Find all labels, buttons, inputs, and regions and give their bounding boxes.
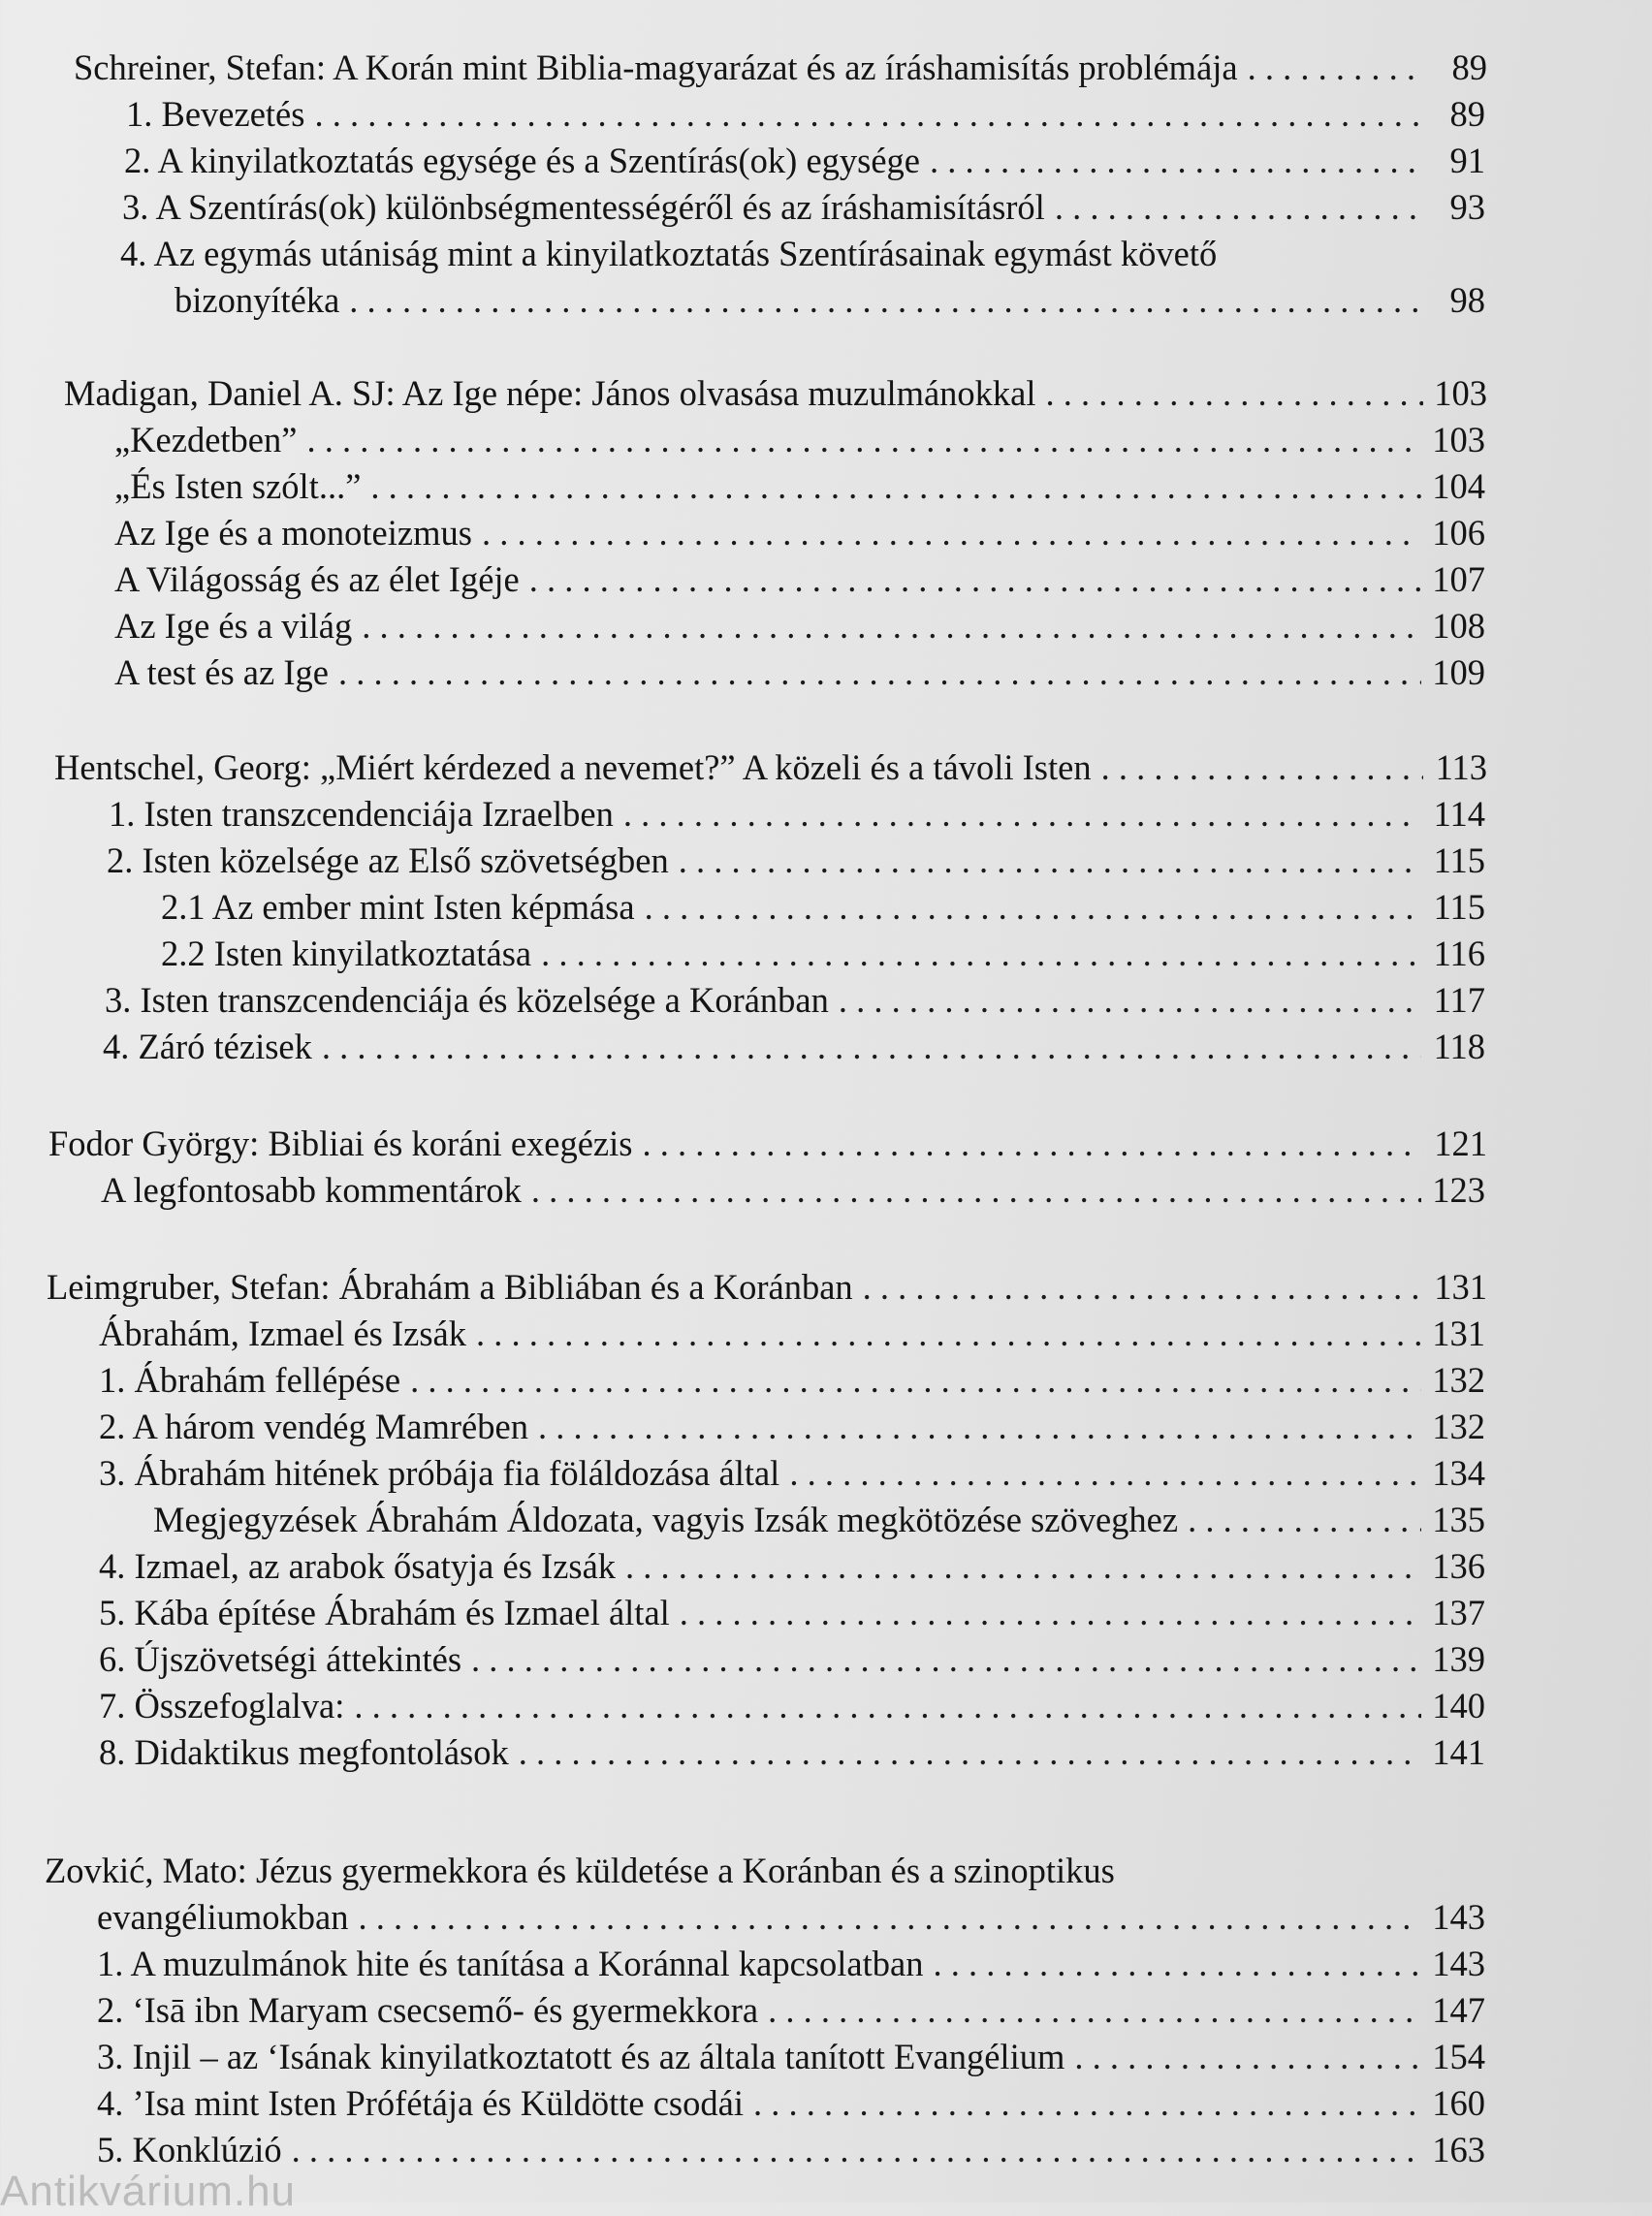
toc-subentry: 1. Ábrahám fellépése . . . 132 bbox=[99, 1357, 1485, 1404]
toc-subentry: A Világosság és az élet Igéje . . . 107 bbox=[114, 556, 1485, 603]
toc-subentry: 4. Záró tézisek . . . 118 bbox=[103, 1024, 1485, 1070]
toc-subentry: 1. Bevezetés . . . 89 bbox=[126, 91, 1485, 138]
toc-subentry: A legfontosabb kommentárok . . . 123 bbox=[101, 1167, 1485, 1214]
toc-subentry: 8. Didaktikus megfontolások . . . 141 bbox=[99, 1729, 1485, 1776]
toc-subentry: Ábrahám, Izmael és Izsák . . . 131 bbox=[99, 1311, 1485, 1357]
toc-subentry: A test és az Ige . . . 109 bbox=[114, 649, 1485, 696]
entry-title: Schreiner, Stefan: A Korán mint Biblia-magyarázat és az íráshamisítás problémája bbox=[74, 47, 1238, 87]
toc-subentry: 2. ‘Isā ibn Maryam csecsemő- és gyermekkora . . . 147 bbox=[97, 1987, 1485, 2034]
toc-subentry: 1. Isten transzcendenciája Izraelben . . . 114 bbox=[109, 791, 1485, 838]
toc-subentry: 4. ’Isa mint Isten Prófétája és Küldötte csodái . . . 160 bbox=[97, 2080, 1485, 2127]
toc-subentry: 2.2 Isten kinyilatkoztatása . . . 116 bbox=[161, 931, 1485, 977]
toc-entry-schreiner bbox=[74, 45, 1487, 91]
toc-subentry: 5. Kába építése Ábrahám és Izmael által . . . 137 bbox=[99, 1590, 1485, 1636]
toc-subentry: 2. A három vendég Mamrében . . . 132 bbox=[99, 1404, 1485, 1450]
toc-subentry: 2.1 Az ember mint Isten képmása . . . 115 bbox=[161, 884, 1485, 931]
entry-page: 89 bbox=[1451, 47, 1487, 87]
toc-subentry: 7. Összefoglalva: . . . 140 bbox=[99, 1683, 1485, 1729]
toc-entry-fodor: Fodor György: Bibliai és koráni exegézis . . . 121 bbox=[48, 1121, 1487, 1167]
toc-subentry: Megjegyzések Ábrahám Áldozata, vagyis Izsák megkötözése szöveghez . . . 135 bbox=[153, 1497, 1485, 1543]
toc-entry-zovkic-first-line: Zovkić, Mato: Jézus gyermekkora és küldetése a Koránban és a szinoptikus bbox=[45, 1851, 1115, 1890]
toc-subentry: 3. Injil – az ‘Isának kinyilatkoztatott és az általa tanított Evangélium . . . 154 bbox=[97, 2034, 1485, 2080]
toc-subentry: 6. Újszövetségi áttekintés . . . 139 bbox=[99, 1636, 1485, 1683]
toc-subentry: „Kezdetben” . . . 103 bbox=[114, 417, 1485, 463]
toc-entry-hentschel: Hentschel, Georg: „Miért kérdezed a nevemet?” A közeli és a távoli Isten . . . 113 bbox=[54, 744, 1487, 791]
toc-entry-madigan: Madigan, Daniel A. SJ: Az Ige népe: János olvasása muzulmánokkal . . . 103 bbox=[64, 370, 1487, 417]
toc-subentry: 3. Ábrahám hitének próbája fia föláldozása által . . . 134 bbox=[99, 1450, 1485, 1497]
toc-entry-leimgruber: Leimgruber, Stefan: Ábrahám a Bibliában és a Koránban . . . 131 bbox=[47, 1264, 1487, 1311]
toc-subentry: 4. Izmael, az arabok ősatyja és Izsák . . . 136 bbox=[99, 1543, 1485, 1590]
toc-subentry: „És Isten szólt...” . . . 104 bbox=[114, 463, 1485, 510]
toc-subentry: 3. Isten transzcendenciája és közelsége a Koránban . . . 117 bbox=[105, 977, 1485, 1024]
toc-subentry: Az Ige és a monoteizmus . . . 106 bbox=[114, 510, 1485, 556]
toc-entry-zovkic: evangéliumokban . . . 143 bbox=[97, 1894, 1485, 1941]
toc-subentry: 2. Isten közelsége az Első szövetségben . . . 115 bbox=[107, 838, 1485, 884]
toc-subentry-continuation: bizonyítéka . . . 98 bbox=[175, 277, 1485, 324]
toc-subentry: 2. A kinyilatkoztatás egysége és a Szentírás(ok) egysége . . . 91 bbox=[124, 138, 1485, 184]
toc-subentry: Az Ige és a világ . . . 108 bbox=[114, 603, 1485, 649]
watermark: Antikvárium.hu bbox=[0, 2168, 297, 2215]
toc-subentry: 1. A muzulmánok hite és tanítása a Koránnal kapcsolatban . . . 143 bbox=[97, 1941, 1485, 1987]
toc-subentry: 5. Konklúzió . . . 163 bbox=[97, 2127, 1485, 2173]
toc-subentry-first-line: 4. Az egymás utániság mint a kinyilatkoztatás Szentírásainak egymást követő bbox=[120, 234, 1218, 273]
toc-subentry: 3. A Szentírás(ok) különbségmentességéről és az íráshamisításról . . . 93 bbox=[122, 184, 1485, 231]
